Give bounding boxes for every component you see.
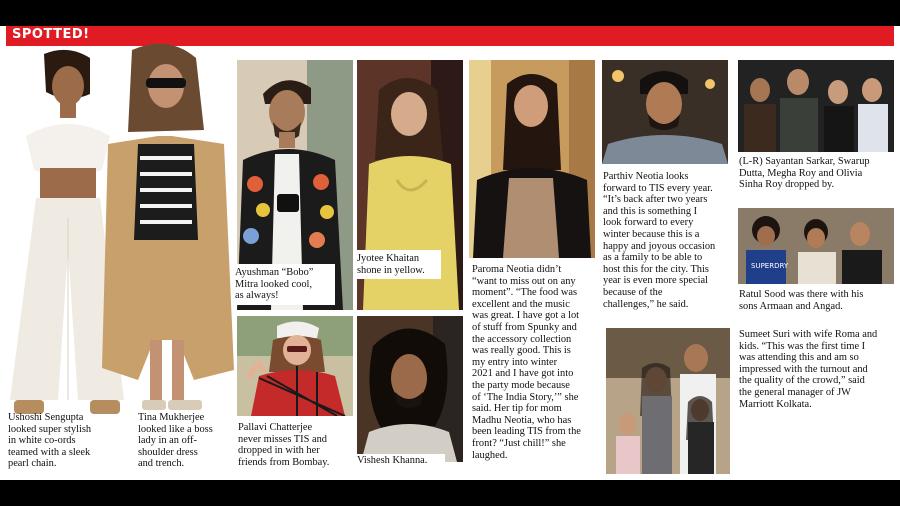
caption-paroma: Paroma Neotia didn’t “want to miss out on any moment”. “The food was excellent and the music was great. I have got a lot of stuff from Spunky and the accessory collection was really good. This is my entry into winter 2021 and I have got into the party mode because of ‘The India Story,’” she said. Her tip for mom Madhu Neotia, who has been leading TIS from the front? “Just chill!” she laughed. [472, 264, 581, 461]
caption-ratul: Ratul Sood was there with his sons Armaan and Angad. [739, 289, 864, 312]
photo-pallavi-chatterjee [237, 316, 353, 416]
caption-pallavi: Pallavi Chatterjee never misses TIS and dropped in with her friends from Bombay. [238, 422, 330, 468]
photo-vishesh-khanna [357, 316, 463, 462]
photo-paroma-neotia [469, 60, 595, 258]
caption-jyotee: Jyotee Khaitan shone in yellow. [353, 250, 441, 279]
caption-ayushman: Ayushman “Bobo” Mitra looked cool, as always! [231, 264, 335, 305]
caption-sumeet: Sumeet Suri with wife Roma and kids. “This was the first time I was attending this and am so impressed with the turnout and the quality of the crowd,” said the general manager of JW Marriott Kolkata. [739, 329, 878, 410]
caption-sayantan: (L-R) Sayantan Sarkar, Swarup Dutta, Megha Roy and Olivia Sinha Roy dropped by. [739, 156, 870, 191]
caption-tina: Tina Mukherjee looked like a boss lady in an off- shoulder dress and trench. [138, 412, 213, 470]
caption-ushoshi: Ushoshi Sengupta looked super stylish in white co-ords teamed with a sleek pearl chain. [8, 412, 92, 470]
caption-parthiv: Parthiv Neotia looks forward to TIS every year. “It’s back after two years and this is something I look forward to every winter because this is a happy and joyous occasion as a family to be able to host this for the city. This year is even more special because of the challenges,” he said. [603, 171, 716, 310]
jersey-text: SUPERDRY [751, 262, 789, 270]
photo-ratul-sood [738, 208, 894, 284]
caption-vishesh: Vishesh Khanna. [353, 454, 445, 468]
photo-parthiv-neotia [602, 60, 728, 164]
newspaper-page [0, 26, 900, 480]
banner-title: SPOTTED! [12, 27, 90, 42]
photo-tina-mukherjee [98, 40, 236, 426]
photo-sumeet-suri-family [606, 328, 730, 474]
photo-sayantan-group [738, 60, 894, 152]
